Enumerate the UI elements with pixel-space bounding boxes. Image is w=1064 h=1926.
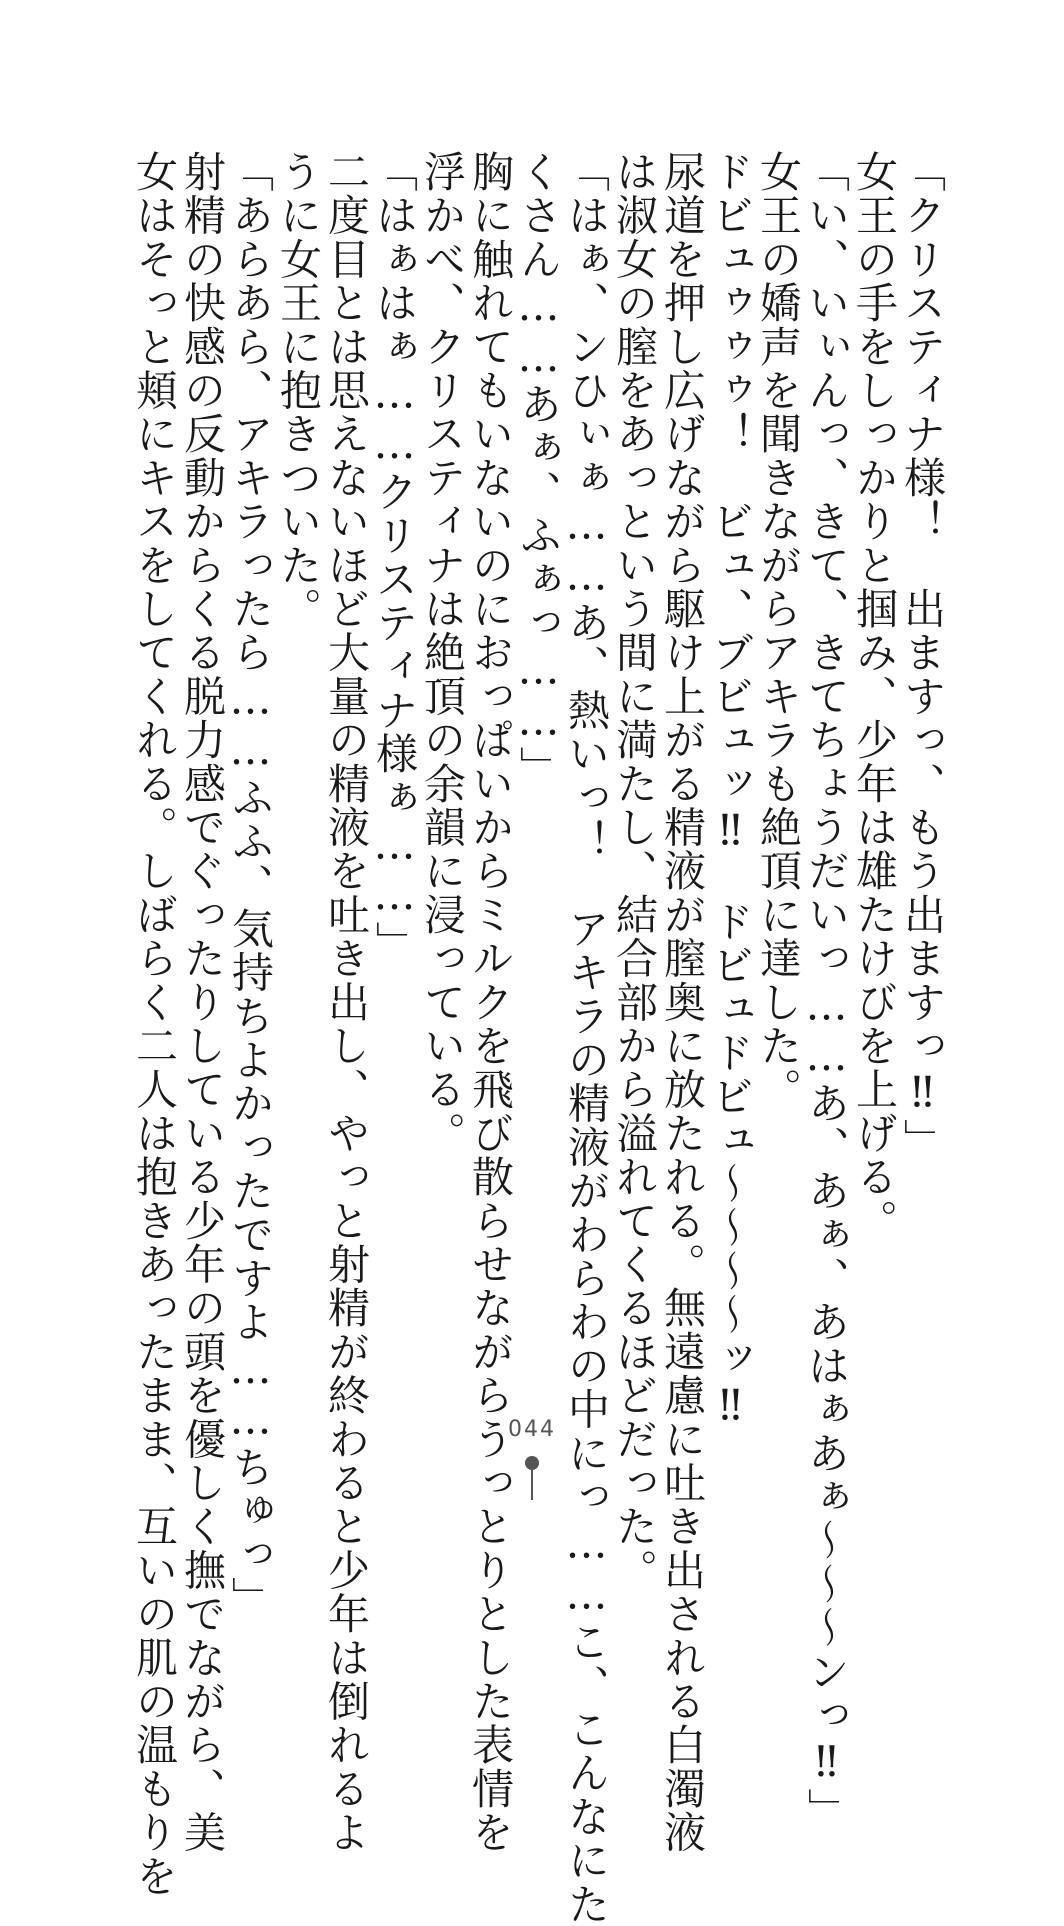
text-line: うに女王に抱きついた。 — [274, 150, 323, 631]
text-line: 「はぁはぁ……クリスティナ様ぁ……」 — [370, 150, 419, 965]
page-marker-line — [531, 1470, 533, 1500]
text-line: 射精の快感の反動からくる脱力感でぐったりしている少年の頭を優しく撫でながら、美 — [178, 150, 227, 1855]
text-line: 女はそっと頬にキスをしてくれる。しばらく二人は抱きあったまま、互いの肌の温もりを — [130, 150, 179, 1898]
text-line: 「クリスティナ様！ 出ますっ、もう出ますっ‼」 — [898, 150, 947, 1163]
text-line: 尿道を押し広げながら駆け上がる精液が膣奥に放たれる。無遠慮に吐き出される白濁液 — [658, 150, 707, 1855]
text-line: ドビュゥゥゥ！ ビュ、ブビュッ‼ ドビュドビュ〜〜〜〜ッ‼ — [706, 150, 755, 1432]
text-line: 「はぁ、ンひぃぁ……あ、熱いっ！ アキラの精液がわらわの中にっ……こ、こんなにた — [562, 150, 611, 1926]
text-line: 「あらあら、アキラったら……ふふ、気持ちよかったですよ……ちゅっ」 — [226, 150, 275, 1621]
text-line: 二度目とは思えないほど大量の精液を吐き出し、やっと射精が終わると少年は倒れるよ — [322, 150, 371, 1855]
text-line: は淑女の膣をあっという間に満たし、結合部から溢れてくるほどだった。 — [610, 150, 659, 1593]
text-line: くさん……あぁ、ふぁっ……」 — [514, 150, 563, 790]
page-number: 044 — [508, 1417, 556, 1442]
page-marker-dot — [525, 1456, 539, 1470]
text-line: 女王の嬌声を聞きながらアキラも絶頂に達した。 — [754, 150, 803, 1112]
text-line: 「い、いぃんっ、きて、きてちょうだいっ……あ、あぁ、あはぁあぁ〜〜〜ンっ‼」 — [802, 150, 851, 1832]
text-line: 女王の手をしっかりと掴み、少年は雄たけびを上げる。 — [850, 150, 899, 1243]
text-line: 胸に触れてもいないのにおっぱいからミルクを飛び散らせながらうっとりとした表情を — [466, 150, 515, 1855]
text-line: 浮かべ、クリスティナは絶頂の余韻に浸っている。 — [418, 150, 467, 1156]
